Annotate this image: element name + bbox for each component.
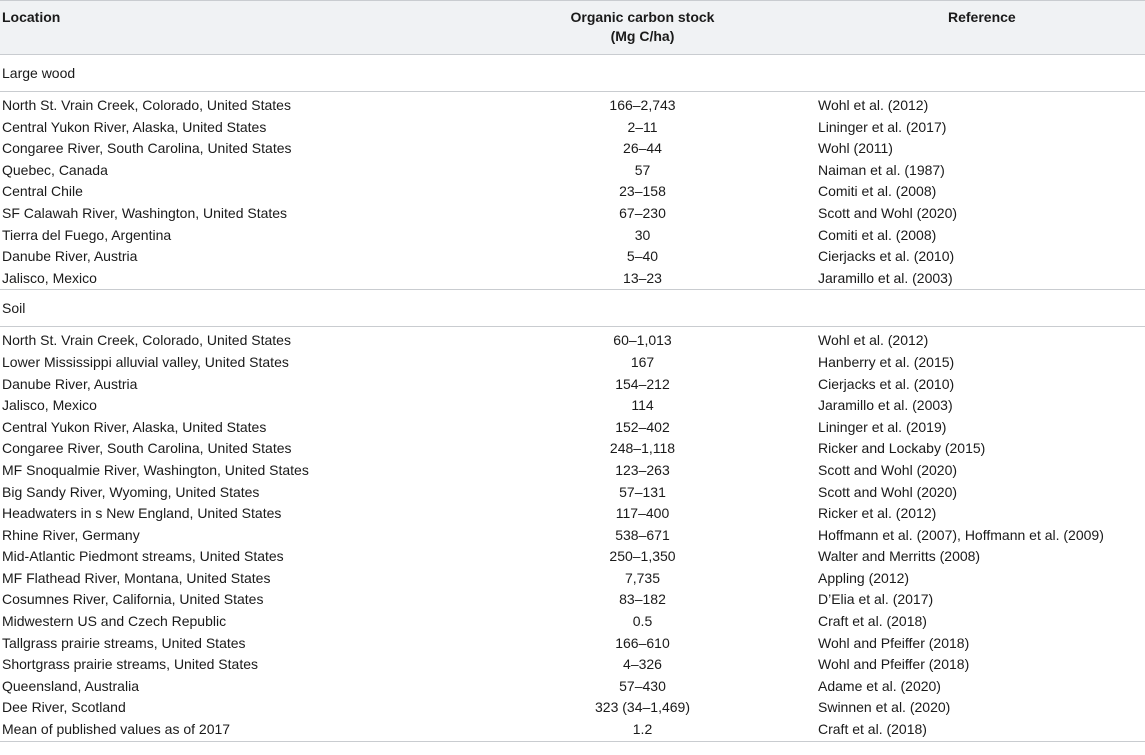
cell-reference: Ricker et al. (2012) xyxy=(818,505,937,522)
cell-carbon-stock: 2–11 xyxy=(627,118,658,135)
table-row xyxy=(0,482,1145,504)
column-header-carbon-stock-line1: Organic carbon stock xyxy=(570,9,715,25)
cell-carbon-stock: 30 xyxy=(634,226,651,243)
cell-location: Jalisco, Mexico xyxy=(2,397,97,414)
cell-reference: Adame et al. (2020) xyxy=(818,677,941,694)
table-row xyxy=(0,568,1145,590)
cell-carbon-stock: 60–1,013 xyxy=(613,332,672,349)
cell-reference: Hanberry et al. (2015) xyxy=(818,353,955,370)
cell-carbon-stock: 248–1,118 xyxy=(609,440,676,457)
cell-location: North St. Vrain Creek, Colorado, United States xyxy=(2,332,291,349)
cell-carbon-stock: 167 xyxy=(630,353,655,370)
table-row xyxy=(0,246,1145,268)
cell-location: Jalisco, Mexico xyxy=(0,268,470,290)
cell-location: Danube River, Austria xyxy=(2,375,138,392)
cell-location: Tierra del Fuego, Argentina xyxy=(2,226,172,243)
table-row xyxy=(0,654,1145,676)
table-row xyxy=(0,546,1145,568)
table-row xyxy=(0,395,1145,417)
cell-carbon-stock: 4–326 xyxy=(623,656,662,673)
cell-carbon-stock: 250–1,350 xyxy=(609,548,676,565)
cell-reference: Lininger et al. (2017) xyxy=(818,118,947,135)
cell-reference: Lininger et al. (2019) xyxy=(818,418,947,435)
cell-reference: Naiman et al. (1987) xyxy=(818,161,945,178)
cell-location: Tallgrass prairie streams, United States xyxy=(2,634,246,651)
table-row xyxy=(0,138,1145,160)
cell-reference: Wohl et al. (2012) xyxy=(818,97,929,113)
cell-carbon-stock: 538–671 xyxy=(615,526,670,543)
cell-carbon-stock: 114 xyxy=(631,397,654,414)
cell-location: Central Yukon River, Alaska, United States xyxy=(2,418,267,435)
cell-location: Central Yukon River, Alaska, United States xyxy=(2,118,267,135)
cell-carbon-stock: 123–263 xyxy=(615,461,670,478)
column-header-carbon-stock xyxy=(470,1,815,55)
table-row xyxy=(0,117,1145,139)
cell-location: Congaree River, South Carolina, United States xyxy=(2,440,292,457)
cell-location: Shortgrass prairie streams, United States xyxy=(2,656,258,673)
cell-carbon-stock: 23–158 xyxy=(619,183,666,200)
cell-carbon-stock: 83–182 xyxy=(619,591,666,608)
cell-reference: Wohl and Pfeiffer (2018) xyxy=(818,634,970,651)
cell-location: SF Calawah River, Washington, United States xyxy=(2,204,288,221)
section-title: Large wood xyxy=(0,55,1145,92)
cell-location: Quebec, Canada xyxy=(2,161,108,178)
table-row xyxy=(0,417,1145,439)
cell-location: Mean of published values as of 2017 xyxy=(0,719,470,741)
cell-reference: Scott and Wohl (2020) xyxy=(818,204,958,221)
cell-location: Rhine River, Germany xyxy=(2,526,140,543)
cell-carbon-stock: 57 xyxy=(634,161,651,178)
cell-reference: Comiti et al. (2008) xyxy=(818,226,937,243)
cell-location: Mid-Atlantic Piedmont streams, United States xyxy=(2,548,284,565)
table-row xyxy=(0,697,1145,719)
column-header-carbon-stock-unit: (Mg C/ha) xyxy=(610,28,675,44)
cell-reference: Swinnen et al. (2020) xyxy=(818,699,951,716)
cell-reference: Hoffmann et al. (2007), Hoffmann et al. (2009) xyxy=(818,526,1104,543)
cell-reference: Craft et al. (2018) xyxy=(815,719,1145,741)
cell-reference: Walter and Merritts (2008) xyxy=(818,548,981,565)
cell-reference: Ricker and Lockaby (2015) xyxy=(818,440,986,457)
cell-carbon-stock: 57–131 xyxy=(619,483,666,500)
table-row xyxy=(0,203,1145,225)
table-row xyxy=(0,503,1145,525)
cell-reference: Wohl (2011) xyxy=(818,140,893,157)
cell-location: MF Snoqualmie River, Washington, United States xyxy=(2,461,309,478)
table-row xyxy=(0,225,1145,247)
cell-reference: Appling (2012) xyxy=(818,569,910,586)
cell-carbon-stock: 67–230 xyxy=(619,204,666,221)
cell-location: Central Chile xyxy=(2,183,83,200)
cell-carbon-stock: 5–40 xyxy=(626,248,659,265)
cell-carbon-stock: 7,735 xyxy=(624,569,661,586)
cell-carbon-stock: 117–400 xyxy=(615,505,670,522)
table-row xyxy=(0,525,1145,547)
cell-carbon-stock: 1.2 xyxy=(470,719,815,741)
cell-carbon-stock: 13–23 xyxy=(470,268,815,290)
cell-carbon-stock: 0.5 xyxy=(632,613,653,630)
table-row xyxy=(0,327,1145,352)
cell-reference: Scott and Wohl (2020) xyxy=(818,483,958,500)
table-row xyxy=(0,268,1145,290)
cell-location: Dee River, Scotland xyxy=(2,699,126,716)
table-row xyxy=(0,460,1145,482)
cell-reference: Scott and Wohl (2020) xyxy=(818,461,958,478)
section-heading-large-wood xyxy=(0,55,1145,92)
table-row xyxy=(0,92,1145,117)
cell-location: Headwaters in s New England, United States xyxy=(2,505,282,522)
cell-reference: Jaramillo et al. (2003) xyxy=(818,397,953,414)
cell-reference: Cierjacks et al. (2010) xyxy=(818,375,955,392)
cell-location: MF Flathead River, Montana, United States xyxy=(2,569,271,586)
table-row xyxy=(0,160,1145,182)
cell-carbon-stock: 57–430 xyxy=(619,677,666,694)
table-row xyxy=(0,181,1145,203)
cell-carbon-stock: 152–402 xyxy=(615,418,670,435)
cell-location: Lower Mississippi alluvial valley, United States xyxy=(2,353,289,370)
cell-reference: Jaramillo et al. (2003) xyxy=(815,268,1145,290)
cell-reference: Craft et al. (2018) xyxy=(818,613,927,630)
cell-reference: Wohl et al. (2012) xyxy=(818,332,929,349)
cell-location: Midwestern US and Czech Republic xyxy=(2,613,227,630)
section-heading-soil xyxy=(0,290,1145,327)
table-row xyxy=(0,719,1145,741)
cell-reference: D’Elia et al. (2017) xyxy=(818,591,934,608)
cell-location: Cosumnes River, California, United States xyxy=(2,591,264,608)
cell-location: Congaree River, South Carolina, United States xyxy=(2,140,292,157)
cell-carbon-stock: 154–212 xyxy=(615,375,670,392)
cell-carbon-stock: 323 (34–1,469) xyxy=(595,699,690,716)
cell-location: North St. Vrain Creek, Colorado, United States xyxy=(2,97,291,113)
cell-location: Danube River, Austria xyxy=(2,248,138,265)
cell-carbon-stock: 166–2,743 xyxy=(609,97,676,113)
table-row xyxy=(0,633,1145,655)
table-body xyxy=(0,55,1145,742)
header-row xyxy=(0,1,1145,55)
table-row xyxy=(0,589,1145,611)
cell-reference: Cierjacks et al. (2010) xyxy=(818,248,955,265)
table-row xyxy=(0,611,1145,633)
column-header-location: Location xyxy=(2,9,61,25)
cell-reference: Comiti et al. (2008) xyxy=(818,183,937,200)
column-header-reference: Reference xyxy=(948,9,1016,25)
table-header xyxy=(0,1,1145,55)
section-title: Soil xyxy=(0,290,1145,327)
cell-location: Big Sandy River, Wyoming, United States xyxy=(2,483,260,500)
cell-reference: Wohl and Pfeiffer (2018) xyxy=(818,656,970,673)
cell-location: Queensland, Australia xyxy=(2,677,139,694)
cell-carbon-stock: 166–610 xyxy=(615,634,670,651)
table-row xyxy=(0,438,1145,460)
table-row xyxy=(0,352,1145,374)
table-row xyxy=(0,676,1145,698)
table-row xyxy=(0,374,1145,396)
cell-carbon-stock: 26–44 xyxy=(623,140,662,157)
